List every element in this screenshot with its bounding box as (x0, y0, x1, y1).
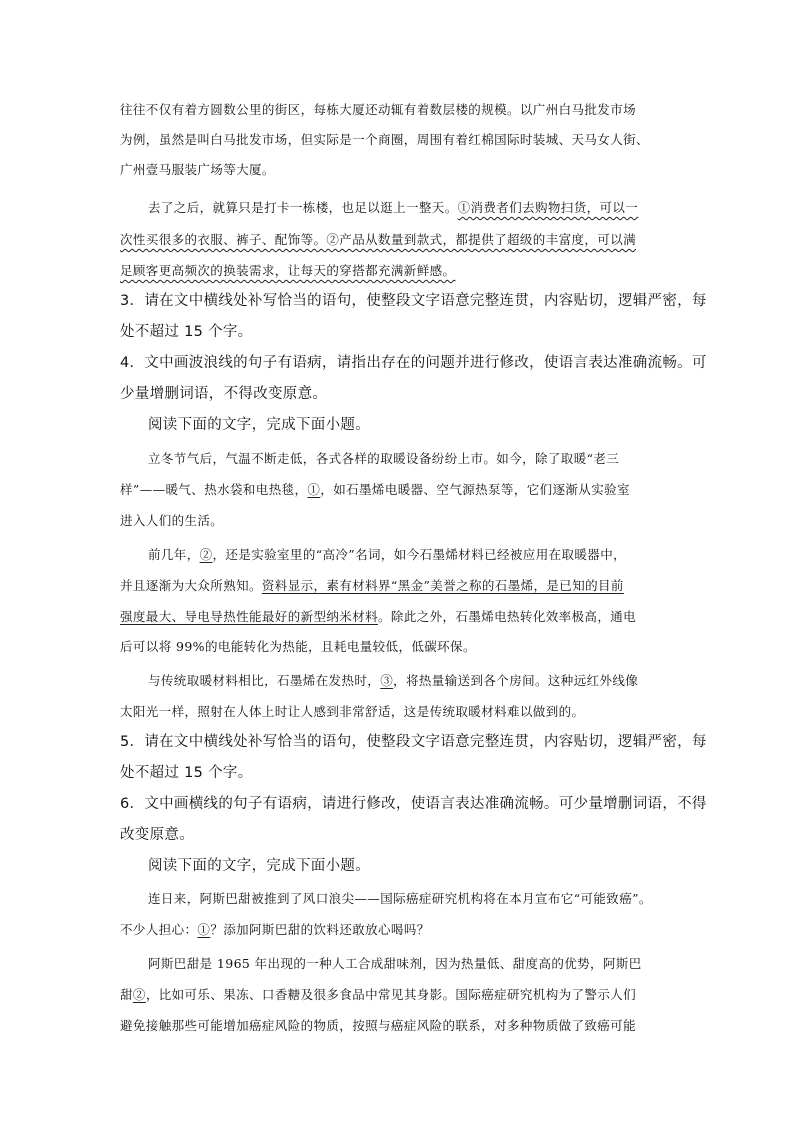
text-span: ，还是实验室里的“高冷”名词，如今石墨烯材料已经被应用在取暖器中， (212, 547, 626, 562)
reading-instruction: 阅读下面的文字，完成下面小题。 (148, 858, 370, 874)
fill-blank-2: ② (199, 547, 213, 562)
passage-line (120, 671, 638, 691)
text-span: ，如石墨烯电暖器、空气源热泵等，它们逐渐从实验室 (320, 482, 630, 497)
passage-line (120, 230, 636, 250)
question-3: 3．请在文中横线处补写恰当的语句，使整段文字语意完整连贯，内容贴切，逻辑严密，每 (120, 293, 707, 309)
passage-line: 为例，虽然是叫白马批发市场，但实际是一个商圈，周围有着红棉国际时装城、天马女人街、 (120, 132, 649, 147)
fill-blank-2: ② (132, 987, 146, 1002)
passage-line (120, 576, 624, 596)
text-span: 样”——暖气、热水袋和电热毯， (120, 482, 308, 497)
text-span: ，将热量输送到各个房间。这种远红外线像 (393, 673, 639, 688)
passage-line: 太阳光一样，照射在人体上时让人感到非常舒适，这是传统取暖材料难以做到的。 (120, 704, 585, 719)
text-span: 前几年， (148, 547, 200, 562)
wavy-underlined-sentence: 足顾客更高频次的换装需求，让每天的穿搭都充满新鲜感。 (120, 263, 456, 278)
reading-instruction: 阅读下面的文字，完成下面小题。 (148, 417, 370, 433)
question-6: 6．文中画横线的句子有语病，请进行修改，使语言表达准确流畅。可少量增删词语，不得 (120, 796, 707, 812)
underlined-sentence: 资料显示，素有材料界“黑金”美誉之称的石墨烯，是已知的目前 (261, 578, 624, 593)
question-4: 4．文中画波浪线的句子有语病，请指出存在的问题并进行修改，使语言表达准确流畅。可 (120, 355, 707, 371)
passage-line: 连日来，阿斯巴甜被推到了风口浪尖——国际癌症研究机构将在本月宣布它“可能致癌”。 (148, 891, 652, 906)
fill-blank-1: ① (307, 482, 321, 497)
passage-line: 广州壹马服装广场等大厦。 (120, 162, 275, 177)
fill-blank-1: ① (197, 922, 211, 937)
passage-line (120, 920, 430, 940)
fill-blank-3: ③ (380, 673, 394, 688)
passage-line: 阿斯巴甜是 1965 年出现的一种人工合成甜味剂，因为热量低、甜度高的优势，阿斯巴 (148, 956, 642, 971)
question-3-cont: 处不超过 15 个字。 (120, 324, 253, 340)
passage-line (120, 480, 630, 500)
wavy-underlined-sentence: 次性买很多的衣服、裤子、配饰等。②产品从数量到款式，都提供了超级的丰富度，可以满 (120, 232, 637, 247)
question-5: 5．请在文中横线处补写恰当的语句，使整段文字语意完整连贯，内容贴切，逻辑严密，每 (120, 734, 707, 750)
question-6-cont: 改变原意。 (120, 827, 194, 843)
text-span: 并且逐渐为大众所熟知。 (120, 578, 262, 593)
question-5-cont: 处不超过 15 个字。 (120, 765, 253, 781)
underlined-sentence: 强度最大、导电导热性能最好的新型纳米材料 (120, 609, 379, 624)
passage-line: 避免接触那些可能增加癌症风险的物质，按照与癌症风险的联系，对多种物质做了致癌可能 (120, 1018, 637, 1033)
passage-line: 进入人们的生活。 (120, 513, 224, 528)
wavy-underlined-sentence: ①消费者们去购物扫货，可以一 (457, 200, 639, 215)
question-4-cont: 少量增删词语，不得改变原意。 (120, 386, 328, 402)
text-span: 甜 (120, 987, 133, 1002)
passage-line (120, 545, 626, 565)
text-span: 不少人担心： (120, 922, 198, 937)
passage-line: 往往不仅有着方圆数公里的街区，每栋大厦还动辄有着数层楼的规模。以广州白马批发市场 (120, 102, 637, 117)
plain-text: 去了之后，就算只是打卡一栋楼，也足以逛上一整天。 (148, 200, 458, 215)
text-span: 。除此之外，石墨烯电热转化效率极高，通电 (378, 609, 637, 624)
text-span: ，比如可乐、果冻、口香糖及很多食品中常见其身影。国际癌症研究机构为了警示人们 (145, 987, 637, 1002)
passage-line: 立冬节气后，气温不断走低，各式各样的取暖设备纷纷上市。如今，除了取暖“老三 (148, 451, 620, 466)
passage-line (120, 607, 636, 627)
passage-line (120, 261, 455, 281)
text-span: 与传统取暖材料相比，石墨烯在发热时， (148, 673, 381, 688)
passage-line (120, 198, 638, 218)
text-span: ？添加阿斯巴甜的饮料还敢放心喝吗？ (210, 922, 430, 937)
passage-line (120, 985, 636, 1005)
passage-line: 后可以将 99%的电能转化为热能，且耗电量较低，低碳环保。 (120, 639, 476, 654)
